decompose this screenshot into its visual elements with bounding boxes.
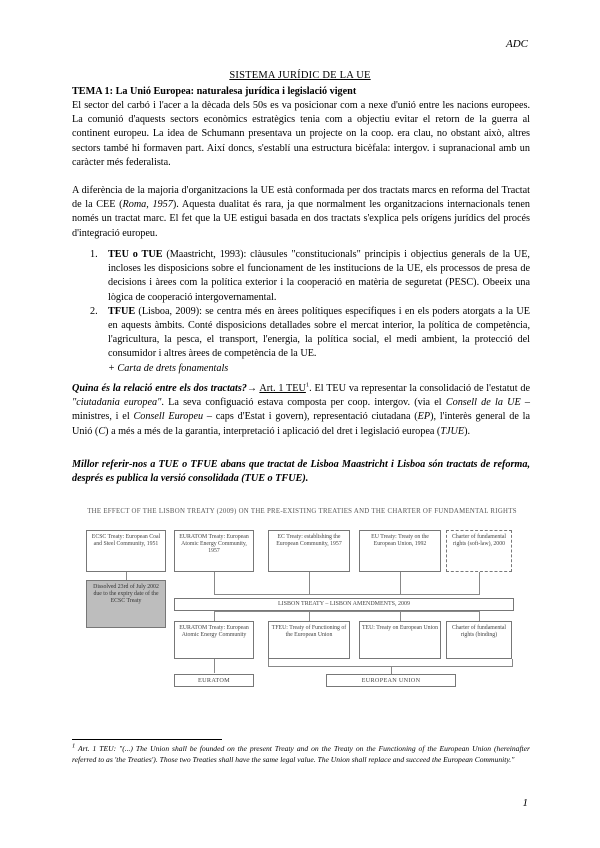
footnote-number: 1 <box>72 742 76 750</box>
connector <box>400 572 401 594</box>
paragraph-note: Millor referir-nos a TUE o TFUE abans que tractat de Lisboa Maastricht i Lisboa són tractats de reforma, després es publica la versió consolidada (TUE o TFUE). <box>72 459 530 485</box>
list-text: (Lisboa, 2009): se centra més en àrees polítiques específiques i en els poders atorgats a la UE en aquests àmbits. Conté disposicions detallades sobre el mercat interior, la política de competència, l'agricultura, la pesca, el transport, l'energia, la política social, el medi ambient, la protecció del consumidor i altres àrees de competència de la UE. <box>108 305 530 360</box>
euratom-new-box: EURATOM Treaty: European Atomic Energy Community <box>174 621 254 659</box>
list-number: 2. <box>90 305 98 317</box>
text-run: A diferència de la majoria d'organitzacions la UE està conformada per dos tractats marcs en reforma del Tractat de la CEE ( <box>72 185 530 211</box>
charter-note: + Carta de drets fonamentals <box>108 362 229 374</box>
connector <box>479 572 480 594</box>
connector <box>309 611 310 621</box>
list-label: TEU o TUE <box>108 249 163 260</box>
connector <box>479 611 480 621</box>
arrow-icon: → <box>246 383 258 394</box>
footnote <box>72 744 530 765</box>
treaty-list <box>72 248 530 376</box>
paragraph-treaties <box>72 184 530 241</box>
list-number: 1. <box>90 249 98 260</box>
text-run-italic: Roma, 1957 <box>122 199 173 211</box>
connector <box>268 659 269 667</box>
diagram-title: THE EFFECT OF THE LISBON TREATY (2009) ON THE PRE-EXISTING TREATIES AND THE CHARTER OF FUNDAMENTAL RIGHTS <box>87 508 517 515</box>
euratom-label: EURATOM <box>174 674 254 687</box>
paragraph-relation: Quina és la relació entre els dos tractats?→ Art. 1 TEU$^1$. El TEU va representar la consolidació de l'estatut de "ciutadania europea". La seva configuació estava composta per coop. intergov. (via el Consell de la UE – ministres, i el Consell Europeu – caps d'Estat i govern), representació ciutadana (EP), l'interès general de la Unió (C) a més a més de la garantia, interpretació i aplicació del dret i legislació europea (TJUE). <box>72 381 531 437</box>
page-title: SISTEMA JURÍDIC DE LA UE <box>229 70 371 81</box>
text-run: ). Aquesta dualitat és rara, ja que normalment les organitzacions internacionals tenen només un tractat marc. El fet que la UE estigui basada en dos tractats s'explica pels orígens jurídics del procés d'integració europeu. <box>72 199 530 239</box>
charter-binding-box: Charter of fundamental rights (binding) <box>446 621 512 659</box>
lisbon-treaty-diagram <box>86 508 518 703</box>
header-initials: ADC <box>506 38 528 50</box>
dissolved-box: Dissolved 23rd of July 2002 due to the expiry date of the ECSC Treaty <box>86 580 166 628</box>
tfeu-box: TFEU: Treaty of Functioning of the European Union <box>268 621 350 659</box>
connector <box>126 572 127 580</box>
connector <box>268 666 512 667</box>
list-item <box>72 248 530 305</box>
connector <box>214 572 215 594</box>
connector <box>512 659 513 667</box>
euratom-treaty-box: EURATOM Treaty: European Atomic Energy Community, 1957 <box>174 530 254 572</box>
connector <box>214 611 480 612</box>
paragraph-history: El sector del carbó i l'acer a la dècada dels 50s es va posicionar com a nexe d'unió entre les nacions europees. La comunió d'aquests sectors econòmics estratègics tenia com a objectiu evitar el retorn de la guerra al continent europeu. La idea de Schumann presentava un projecte on la coop. era clau, no obstant això, altres sectors també hi formaven part. Així doncs, s'establí una estructura bicèfala: intergov. i supranacional amb un caràcter més federalista. <box>72 100 530 168</box>
list-item <box>72 305 530 362</box>
question-text: Quina és la relació entre els dos tractats? <box>72 383 247 394</box>
eu-label: EUROPEAN UNION <box>326 674 456 687</box>
footnote-text: Art. 1 TEU: "(...) The Union shall be founded on the present Treaty and on the Treaty on the Functioning of the European Union (hereinafter referred to as 'the Treaties'). Those two Treaties shall have the same legal value. The Union shall replace and succeed the European Community." <box>72 744 530 764</box>
page-number: 1 <box>522 797 528 809</box>
ecsc-treaty-box: ECSC Treaty: European Coal and Steel Community, 1951 <box>86 530 166 572</box>
section-heading: TEMA 1: La Unió Europea: naturalesa jurídica i legislació vigent <box>72 86 357 97</box>
connector <box>309 572 310 594</box>
connector <box>214 659 215 673</box>
list-label: TFUE <box>108 305 136 317</box>
connector <box>214 594 480 595</box>
footnote-divider <box>72 739 222 740</box>
connector <box>400 611 401 621</box>
teu-box: TEU: Treaty on European Union <box>359 621 441 659</box>
connector <box>391 666 392 674</box>
list-text: (Maastricht, 1993): clàusules "constitucionals" principis i objectius generals de la UE, incloses les disposicions sobre el funcionament de les institucions de la UE, els processos de presa de decisions i àrees com la política exterior i la cooperació en matèria de seguretat (PESC). Obeeix una lògica de cooperació intergovernamental. <box>108 249 530 303</box>
connector <box>214 611 215 621</box>
footnote-ref: 1 <box>305 381 310 389</box>
ec-treaty-box: EC Treaty: establishing the European Community, 1957 <box>268 530 350 572</box>
article-ref: Art. 1 TEU <box>259 383 306 394</box>
eu-treaty-box: EU Treaty: Treaty on the European Union, 1992 <box>359 530 441 572</box>
charter-softlaw-box: Charter of fundamental rights (soft-law), 2000 <box>446 530 512 572</box>
lisbon-treaty-bar: LISBON TREATY – LISBON AMENDMENTS, 2009 <box>174 598 514 611</box>
